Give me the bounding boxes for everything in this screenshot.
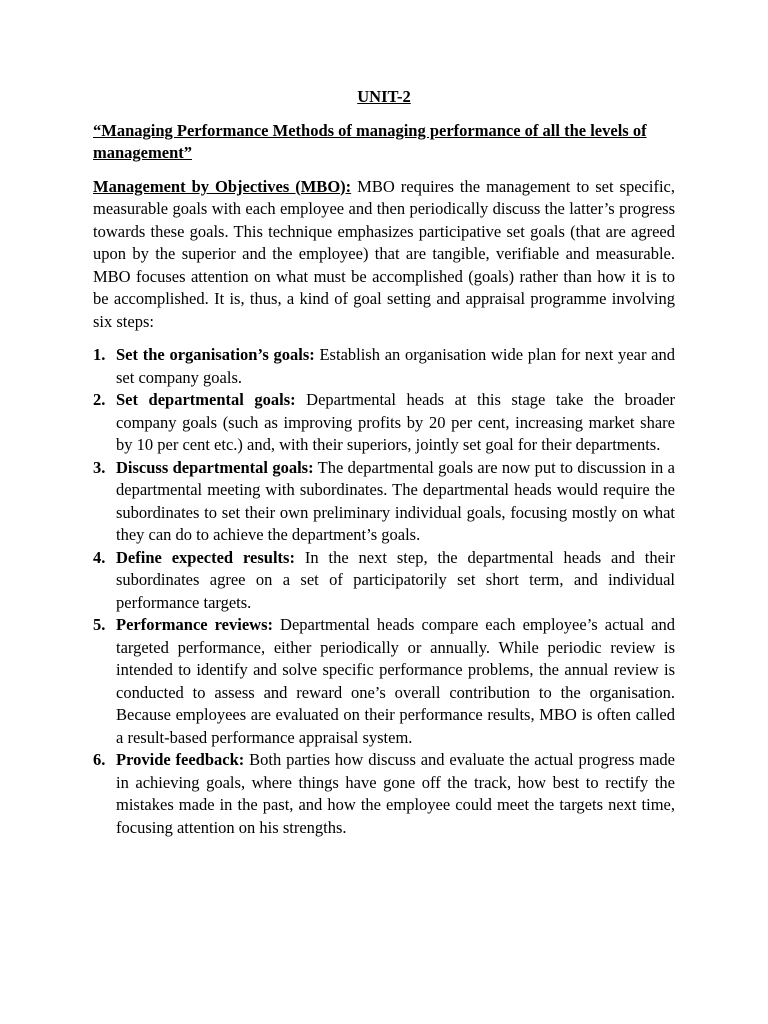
- list-item: [93, 389, 675, 457]
- step-heading: Performance reviews:: [116, 615, 273, 634]
- step-heading: Set departmental goals:: [116, 390, 296, 409]
- step-text: Departmental heads at this stage take the broader company goals (such as improving profits by 20 per cent, increasing market share by 10 per cent etc.) and, with their superiors, jointly set goal for their departments.: [116, 390, 675, 454]
- intro-text: MBO requires the management to set specific, measurable goals with each employee and then periodically discuss the latter’s progress towards these goals. This technique emphasizes participative set goals (that are agreed upon by the superior and the employee) that are tangible, verifiable and measurable. MBO focuses attention on what must be accomplished (goals) rather than how it is to be accomplished. It is, thus, a kind of goal setting and appraisal programme involving six steps:: [93, 176, 675, 331]
- document-title: “Managing Performance Methods of managing performance of all the levels of management”: [93, 120, 647, 162]
- step-number: 6.: [93, 750, 106, 769]
- step-number: 2.: [93, 390, 106, 409]
- step-number: 3.: [93, 457, 106, 477]
- list-item: [93, 547, 675, 615]
- step-text: Both parties how discuss and evaluate the actual progress made in achieving goals, where things have gone off the track, how best to rectify the mistakes made in the past, and how the employee could meet the targets next time, focusing attention on his strengths.: [116, 750, 675, 837]
- steps-list: [93, 344, 675, 839]
- intro-paragraph: [93, 176, 675, 334]
- step-heading: Set the organisation’s goals:: [116, 345, 315, 364]
- unit-title: UNIT-2: [357, 87, 411, 106]
- step-text: Departmental heads compare each employee’s actual and targeted performance, either periodically or annually. While periodic review is intended to identify and solve specific performance problems, the annual review is conducted to assess and reward one’s overall contribution to the organisation. Because employees are evaluated on their performance results, MBO is often called a result-based performance appraisal system.: [116, 615, 675, 747]
- document-page: [93, 86, 675, 839]
- intro-heading: Management by Objectives (MBO):: [93, 176, 352, 196]
- step-heading: Discuss departmental goals:: [116, 457, 314, 477]
- step-number: 1.: [93, 345, 106, 364]
- step-text: The departmental goals are now put to discussion in a departmental meeting with subordinates. The departmental heads would require the subordinates to set their own preliminary individual goals, focusing mostly on what they can do to achieve the department’s goals.: [116, 457, 675, 544]
- list-item: [93, 614, 675, 749]
- step-heading: Define expected results:: [116, 547, 295, 567]
- step-text: Establish an organisation wide plan for next year and set company goals.: [116, 345, 675, 387]
- step-number: 4.: [93, 547, 106, 567]
- step-text: In the next step, the departmental heads and their subordinates agree on a set of participatorily set short term, and individual performance targets.: [116, 547, 675, 612]
- list-item: [93, 457, 675, 547]
- step-heading: Provide feedback:: [116, 750, 245, 769]
- list-item: [93, 749, 675, 839]
- list-item: [93, 344, 675, 389]
- step-number: 5.: [93, 615, 106, 634]
